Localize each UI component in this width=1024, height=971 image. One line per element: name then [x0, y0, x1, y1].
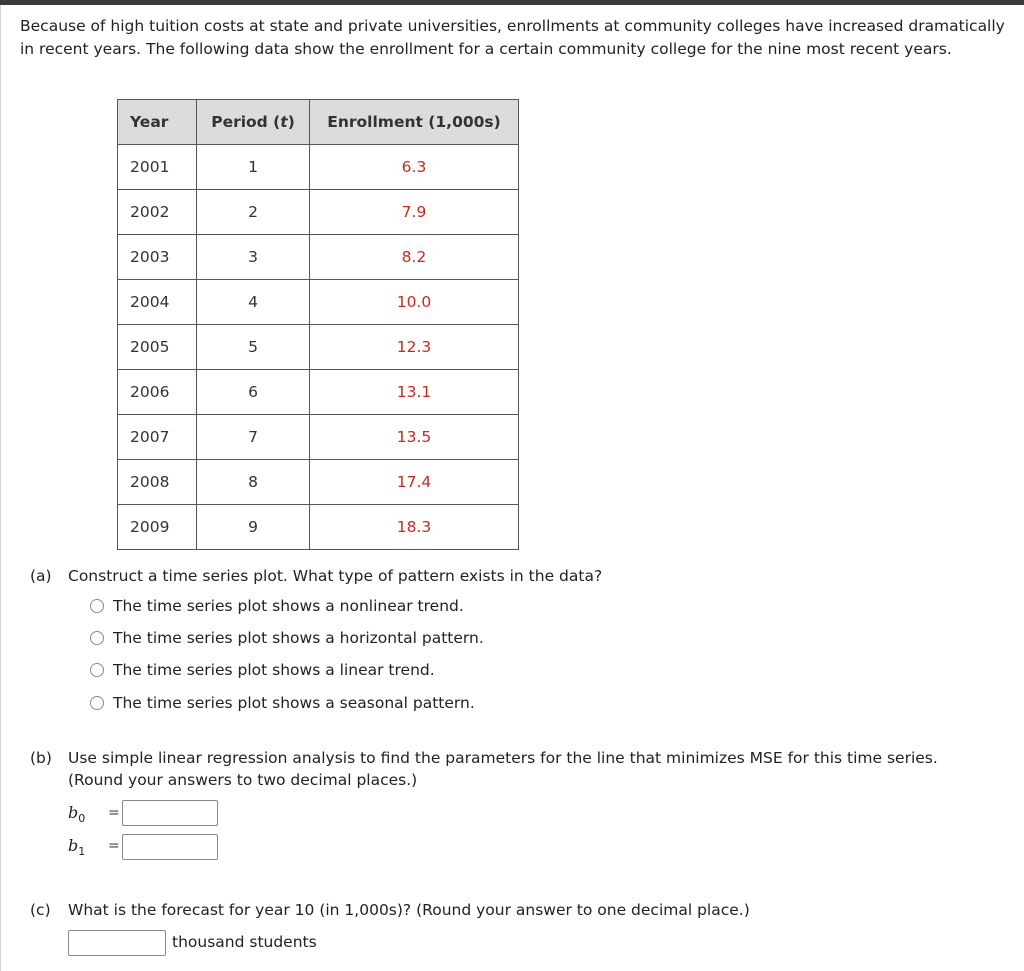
part-a-question	[30, 565, 602, 587]
cell-period: 2	[197, 190, 310, 235]
cell-year: 2001	[118, 145, 197, 190]
forecast-unit: thousand students	[172, 933, 317, 951]
cell-year: 2002	[118, 190, 197, 235]
cell-period: 9	[197, 505, 310, 550]
cell-period: 6	[197, 370, 310, 415]
option-label: The time series plot shows a nonlinear trend.	[113, 597, 464, 615]
header-period-suffix: )	[287, 113, 295, 131]
table-row	[118, 460, 519, 505]
b1-label	[68, 836, 85, 858]
part-c-text: What is the forecast for year 10 (in 1,000s)? (Round your answer to one decimal place.)	[68, 901, 750, 919]
table-row	[118, 190, 519, 235]
cell-period: 7	[197, 415, 310, 460]
radio-circle-icon[interactable]	[90, 631, 104, 645]
b0-var: b	[68, 803, 79, 822]
cell-enrollment: 17.4	[310, 460, 519, 505]
b0-equals: =	[108, 805, 120, 821]
cell-year: 2004	[118, 280, 197, 325]
part-a-label: (a)	[30, 567, 52, 585]
table-row	[118, 415, 519, 460]
part-b-text-line2: (Round your answers to two decimal places.)	[68, 771, 418, 789]
forecast-input[interactable]	[68, 930, 166, 956]
radio-circle-icon[interactable]	[90, 599, 104, 613]
intro-text: Because of high tuition costs at state and private universities, enrollments at community colleges have increased dramatically in recent years. The following data show the enrollment for a certain community college for the nine most recent years.	[20, 17, 1005, 58]
cell-enrollment: 13.5	[310, 415, 519, 460]
cell-year: 2005	[118, 325, 197, 370]
header-period	[197, 100, 310, 145]
option-nonlinear[interactable]	[90, 596, 464, 616]
cell-year: 2009	[118, 505, 197, 550]
b0-input[interactable]	[122, 800, 218, 826]
option-horizontal[interactable]	[90, 628, 484, 648]
cell-period: 4	[197, 280, 310, 325]
table-row	[118, 235, 519, 280]
b1-sub: 1	[78, 845, 86, 859]
part-b-text-line1: Use simple linear regression analysis to find the parameters for the line that minimizes MSE for this time series.	[68, 749, 938, 767]
table-row	[118, 370, 519, 415]
header-period-prefix: Period (	[211, 113, 281, 131]
cell-year: 2008	[118, 460, 197, 505]
cell-period: 1	[197, 145, 310, 190]
cell-enrollment: 12.3	[310, 325, 519, 370]
option-seasonal[interactable]	[90, 693, 475, 713]
header-period-var: t	[280, 113, 288, 131]
left-rule	[0, 5, 1, 971]
enrollment-table	[117, 99, 519, 550]
cell-enrollment: 6.3	[310, 145, 519, 190]
option-label: The time series plot shows a linear trend.	[113, 661, 435, 679]
b0-label	[68, 803, 85, 825]
option-linear[interactable]	[90, 660, 435, 680]
cell-period: 3	[197, 235, 310, 280]
b0-sub: 0	[78, 812, 86, 826]
table-header-row	[118, 100, 519, 145]
cell-year: 2006	[118, 370, 197, 415]
cell-enrollment: 8.2	[310, 235, 519, 280]
cell-enrollment: 18.3	[310, 505, 519, 550]
option-label: The time series plot shows a horizontal pattern.	[113, 629, 484, 647]
part-b-label: (b)	[30, 749, 52, 767]
table-row	[118, 325, 519, 370]
option-label: The time series plot shows a seasonal pattern.	[113, 694, 475, 712]
b1-equals: =	[108, 838, 120, 854]
table-row	[118, 505, 519, 550]
header-enrollment: Enrollment (1,000s)	[310, 100, 519, 145]
cell-year: 2007	[118, 415, 197, 460]
cell-enrollment: 10.0	[310, 280, 519, 325]
cell-year: 2003	[118, 235, 197, 280]
top-bar	[0, 0, 1024, 5]
cell-period: 8	[197, 460, 310, 505]
table-row	[118, 145, 519, 190]
table-row	[118, 280, 519, 325]
cell-enrollment: 7.9	[310, 190, 519, 235]
header-year: Year	[118, 100, 197, 145]
b1-var: b	[68, 836, 79, 855]
cell-period: 5	[197, 325, 310, 370]
radio-circle-icon[interactable]	[90, 696, 104, 710]
radio-circle-icon[interactable]	[90, 663, 104, 677]
part-c-question	[30, 899, 750, 921]
b1-input[interactable]	[122, 834, 218, 860]
part-b-question	[30, 747, 938, 791]
part-c-label: (c)	[30, 901, 51, 919]
part-a-text: Construct a time series plot. What type of pattern exists in the data?	[68, 567, 603, 585]
cell-enrollment: 13.1	[310, 370, 519, 415]
